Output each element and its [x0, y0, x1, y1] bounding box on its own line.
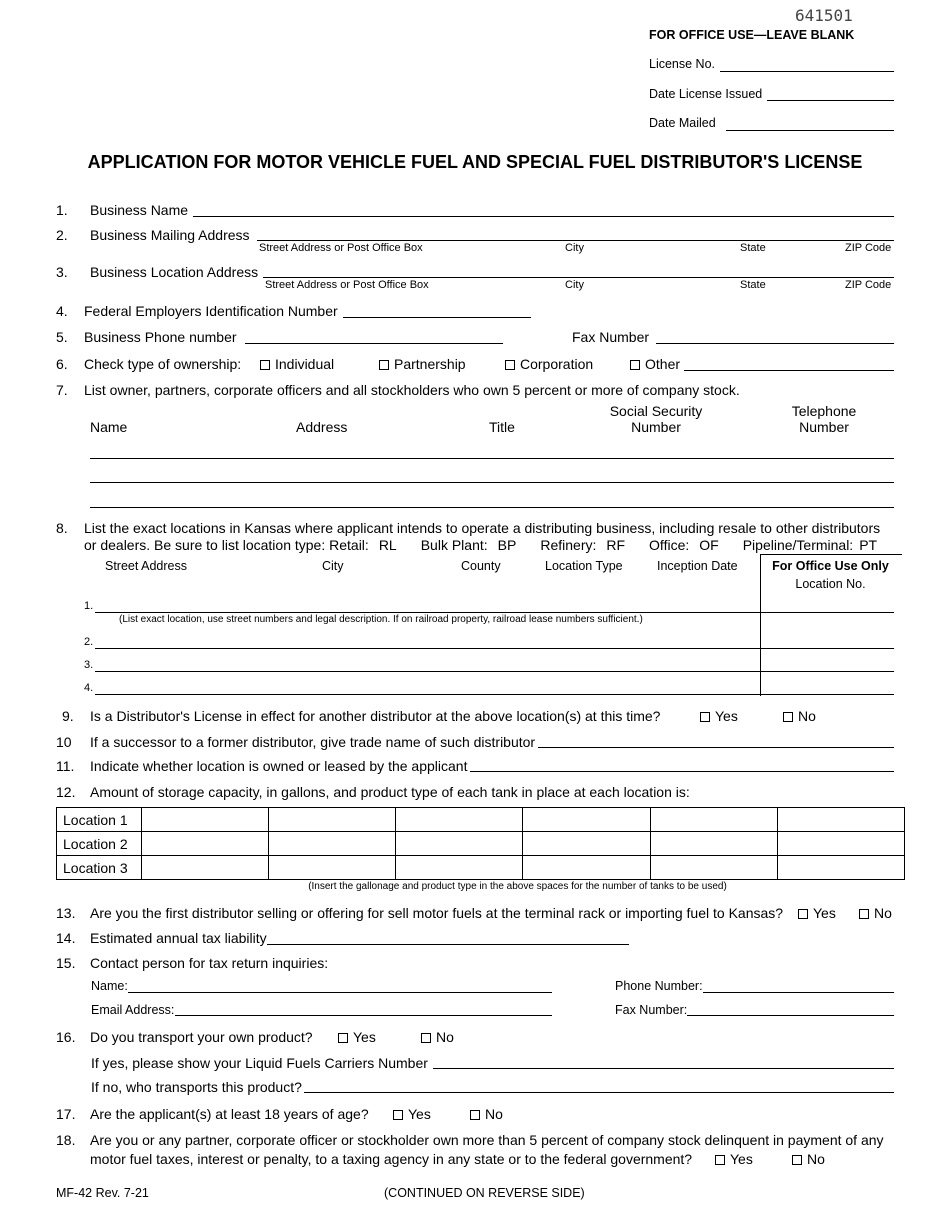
contact-name-label: Name: [91, 979, 128, 993]
transporter-field[interactable] [304, 1092, 894, 1093]
loc-col-county: County [461, 559, 501, 573]
checkbox-icon [379, 360, 389, 370]
fein-field[interactable] [343, 317, 531, 318]
q16-label: Do you transport your own product? [90, 1029, 313, 1045]
tax-liability-field[interactable] [267, 944, 629, 945]
loc-row-1-number: 1. [84, 600, 94, 612]
successor-name-field[interactable] [538, 747, 894, 748]
checkbox-icon [505, 360, 515, 370]
q15-label: Contact person for tax return inquiries: [90, 955, 329, 971]
ownership-other-checkbox[interactable]: Other [630, 356, 680, 372]
q1-label: Business Name [90, 202, 189, 218]
q13-number: 13. [56, 905, 76, 921]
q5-label: Business Phone number [84, 329, 237, 345]
tank-cell[interactable] [269, 856, 396, 880]
mailing-state-sublabel: State [740, 242, 766, 254]
q13-yes-checkbox[interactable]: Yes [798, 905, 836, 921]
q6-label: Check type of ownership: [84, 356, 242, 372]
q17-label: Are the applicant(s) at least 18 years of age? [90, 1106, 369, 1122]
date-issued-label: Date License Issued [649, 87, 763, 101]
business-phone-field[interactable] [245, 343, 503, 344]
loc-row-3-number: 3. [84, 659, 94, 671]
q15-number: 15. [56, 955, 76, 971]
storage-capacity-table [56, 807, 905, 880]
location-street-sublabel: Street Address or Post Office Box [265, 279, 429, 291]
checkbox-icon [792, 1155, 802, 1165]
office-use-only-label: For Office Use Only [772, 559, 889, 573]
ownership-partnership-checkbox[interactable]: Partnership [379, 356, 466, 372]
q12-number: 12. [56, 784, 76, 800]
q17-no-checkbox[interactable]: No [470, 1106, 503, 1122]
tank-cell[interactable] [523, 832, 650, 856]
contact-phone-field[interactable] [703, 992, 894, 993]
tank-cell[interactable] [777, 856, 904, 880]
owners-col-address: Address [296, 419, 348, 435]
checkbox-icon [630, 360, 640, 370]
mailing-street-sublabel: Street Address or Post Office Box [259, 242, 423, 254]
owner-line-1[interactable] [90, 458, 894, 459]
q18-number: 18. [56, 1132, 76, 1148]
q16-no-checkbox[interactable]: No [421, 1029, 454, 1045]
checkbox-icon [859, 909, 869, 919]
q2-label: Business Mailing Address [90, 227, 250, 243]
location-row-4-field[interactable] [95, 694, 894, 695]
location-no-label: Location No. [795, 577, 866, 591]
tank-cell[interactable] [396, 832, 523, 856]
checkbox-icon [338, 1033, 348, 1043]
tank-cell[interactable] [269, 832, 396, 856]
owner-line-2[interactable] [90, 482, 894, 483]
checkbox-icon [700, 712, 710, 722]
location-state-sublabel: State [740, 279, 766, 291]
q1-number: 1. [56, 202, 68, 218]
table-row [57, 808, 905, 832]
q7-number: 7. [56, 382, 68, 398]
checkbox-icon [421, 1033, 431, 1043]
document-number: 641501 [795, 6, 853, 25]
location-1-label: Location 1 [57, 808, 142, 832]
q14-label: Estimated annual tax liability [90, 930, 267, 946]
fax-label: Fax Number [572, 329, 650, 345]
loc-col-inception: Inception Date [657, 559, 738, 573]
tank-cell[interactable] [396, 808, 523, 832]
location-zip-sublabel: ZIP Code [845, 279, 892, 291]
q18-line2: motor fuel taxes, interest or penalty, to a taxing agency in any state or to the federal government? [90, 1151, 693, 1167]
contact-fax-field[interactable] [687, 1015, 894, 1016]
ownership-corporation-checkbox[interactable]: Corporation [505, 356, 593, 372]
owners-col-name: Name [90, 419, 128, 435]
location-city-sublabel: City [565, 279, 584, 291]
date-mailed-label: Date Mailed [649, 116, 716, 130]
contact-email-label: Email Address: [91, 1003, 175, 1017]
q8-line1: List the exact locations in Kansas where applicant intends to operate a distributing business, including resale to other distributors [84, 520, 881, 536]
q16-yes-checkbox[interactable]: Yes [338, 1029, 376, 1045]
tank-cell[interactable] [269, 808, 396, 832]
mailing-city-sublabel: City [565, 242, 584, 254]
q17-number: 17. [56, 1106, 76, 1122]
owners-col-title: Title [489, 419, 515, 435]
q8-number: 8. [56, 520, 68, 536]
continued-note: (CONTINUED ON REVERSE SIDE) [384, 1186, 585, 1200]
ownership-individual-checkbox[interactable]: Individual [260, 356, 334, 372]
q4-number: 4. [56, 303, 68, 319]
tank-cell[interactable] [142, 856, 269, 880]
table-row [57, 856, 905, 880]
q3-label: Business Location Address [90, 264, 259, 280]
checkbox-icon [393, 1110, 403, 1120]
contact-phone-label: Phone Number: [615, 979, 703, 993]
q10-number: 10 [56, 734, 72, 750]
form-revision: MF-42 Rev. 7-21 [56, 1186, 149, 1200]
form-title: APPLICATION FOR MOTOR VEHICLE FUEL AND SPECIAL FUEL DISTRIBUTOR'S LICENSE [87, 152, 863, 172]
q18-line1: Are you or any partner, corporate officer or stockholder own more than 5 percent of company stock delinquent in payment of any [90, 1132, 884, 1148]
location-row-2-field[interactable] [95, 648, 894, 649]
q9-number: 9. [62, 708, 74, 724]
q13-no-checkbox[interactable]: No [859, 905, 892, 921]
q17-yes-checkbox[interactable]: Yes [393, 1106, 431, 1122]
tank-cell[interactable] [142, 808, 269, 832]
owner-line-3[interactable] [90, 507, 894, 508]
location-row-3-field[interactable] [95, 671, 894, 672]
tank-cell[interactable] [650, 832, 777, 856]
location-2-label: Location 2 [57, 832, 142, 856]
contact-email-field[interactable] [175, 1015, 552, 1016]
q13-label: Are you the first distributor selling or offering for sell motor fuels at the terminal rack or importing fuel to Kansas? [90, 905, 784, 921]
business-name-field[interactable] [193, 216, 894, 217]
q7-label: List owner, partners, corporate officers and all stockholders who own 5 percent or more of company stock. [84, 382, 740, 398]
tank-cell[interactable] [142, 832, 269, 856]
transporter-label: If no, who transports this product? [91, 1079, 302, 1095]
tank-cell[interactable] [523, 856, 650, 880]
loc-col-city: City [322, 559, 344, 573]
office-use-location-box [760, 554, 902, 696]
tank-cell[interactable] [650, 856, 777, 880]
q16-number: 16. [56, 1029, 76, 1045]
checkbox-icon [260, 360, 270, 370]
q11-number: 11. [56, 758, 75, 774]
q6-number: 6. [56, 356, 68, 372]
office-use-title: FOR OFFICE USE—LEAVE BLANK [649, 28, 855, 42]
tank-cell[interactable] [650, 808, 777, 832]
date-mailed-field[interactable] [726, 130, 894, 131]
contact-name-field[interactable] [128, 992, 552, 993]
license-no-field[interactable] [720, 71, 894, 72]
mailing-zip-sublabel: ZIP Code [845, 242, 892, 254]
owned-leased-field[interactable] [470, 771, 894, 772]
q9-yes-checkbox[interactable]: Yes [700, 708, 738, 724]
tank-cell[interactable] [777, 808, 904, 832]
loc-row-2-number: 2. [84, 636, 94, 648]
loc-col-type: Location Type [545, 559, 623, 573]
q12-label: Amount of storage capacity, in gallons, and product type of each tank in place at each location is: [90, 784, 690, 800]
mailing-address-field[interactable] [257, 240, 894, 241]
q11-label: Indicate whether location is owned or leased by the applicant [90, 758, 468, 774]
location-row-1-field[interactable] [95, 612, 894, 613]
q2-number: 2. [56, 227, 68, 243]
q9-label: Is a Distributor's License in effect for another distributor at the above location(s) at this time? [90, 708, 661, 724]
owners-col-ssn: Social Security Number [609, 403, 703, 435]
q9-no-checkbox[interactable]: No [783, 708, 816, 724]
tank-cell[interactable] [523, 808, 650, 832]
owners-col-telephone: Telephone Number [791, 403, 857, 435]
loc-row-4-number: 4. [84, 682, 94, 694]
location-note: (List exact location, use street numbers and legal description. If on railroad property, railroad lease numbers sufficient.) [119, 614, 643, 625]
date-issued-field[interactable] [767, 100, 894, 101]
checkbox-icon [470, 1110, 480, 1120]
carriers-number-label: If yes, please show your Liquid Fuels Carriers Number [91, 1055, 428, 1071]
ownership-other-field[interactable] [684, 370, 894, 371]
storage-note: (Insert the gallonage and product type in the above spaces for the number of tanks to be used) [308, 881, 727, 892]
carriers-number-field[interactable] [433, 1068, 894, 1069]
contact-fax-label: Fax Number: [615, 1003, 688, 1017]
fax-field[interactable] [656, 343, 894, 344]
tank-cell[interactable] [777, 832, 904, 856]
checkbox-icon [798, 909, 808, 919]
checkbox-icon [715, 1155, 725, 1165]
checkbox-icon [783, 712, 793, 722]
q14-number: 14. [56, 930, 76, 946]
location-3-label: Location 3 [57, 856, 142, 880]
table-row [57, 832, 905, 856]
tank-cell[interactable] [396, 856, 523, 880]
q5-number: 5. [56, 329, 68, 345]
q18-yes-checkbox[interactable]: Yes [715, 1151, 753, 1167]
loc-col-street: Street Address [105, 559, 187, 573]
q4-label: Federal Employers Identification Number [84, 303, 338, 319]
location-address-field[interactable] [263, 277, 894, 278]
q18-no-checkbox[interactable]: No [792, 1151, 825, 1167]
q3-number: 3. [56, 264, 68, 280]
q8-line2: or dealers. Be sure to list location type: Retail: RL Bulk Plant: BP Refinery: RF Office: OF Pipeline/Terminal: PT [84, 537, 878, 553]
q10-label: If a successor to a former distributor, give trade name of such distributor [90, 734, 536, 750]
license-no-label: License No. [649, 57, 716, 71]
